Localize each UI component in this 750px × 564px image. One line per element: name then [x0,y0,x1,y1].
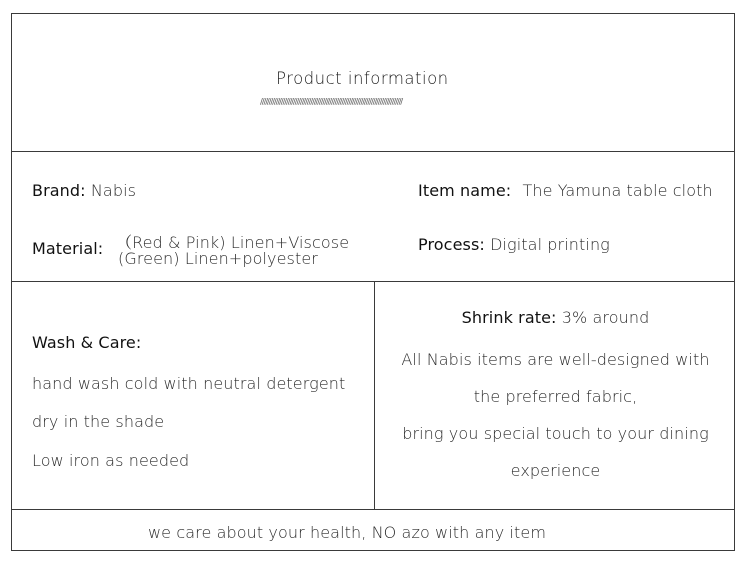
shrink-description [375,350,736,498]
brand-label: Brand: [32,181,86,200]
material-label: Material: [32,239,104,258]
divider-header [12,151,734,152]
shrink-rate-line [375,308,736,327]
shrink-rate-field [375,308,736,327]
brand-field [32,181,136,200]
title-decoration: ////////////////////////////////////////////////////////////////////////////////// [260,98,403,107]
care-line-2: dry in the shade [32,412,165,431]
shrink-rate-value: 3% around [561,308,650,327]
shrink-desc-line-1: All Nabis items are well-designed with [401,350,710,369]
shrink-desc-line-2: the preferred fabric, [473,387,638,406]
product-info-table [11,13,735,551]
footer-note: we care about your health, NO azo with any item [148,523,547,542]
process-label: Process: [418,235,485,254]
shrink-rate-label: Shrink rate: [461,308,557,327]
process-value: Digital printing [490,235,610,254]
item-name-value: The Yamuna table cloth [522,181,713,200]
item-name-field [418,181,713,200]
divider-details [12,281,734,282]
care-line-1: hand wash cold with neutral detergent [32,374,346,393]
wash-care-title: Wash & Care: [32,333,142,352]
shrink-desc-line-3: bring you special touch to your dining [402,424,709,443]
material-value-1: （Red & Pink) Linen+Viscose [116,233,350,252]
page-title: Product information [276,69,449,88]
brand-value: Nabis [90,181,137,200]
item-name-label: Item name: [418,181,512,200]
process-field [418,235,610,254]
care-line-3: Low iron as needed [32,451,190,470]
divider-footer [12,509,734,510]
shrink-desc-line-4: experience [510,461,601,480]
material-value-2: (Green) Linen+polyester [118,249,318,268]
